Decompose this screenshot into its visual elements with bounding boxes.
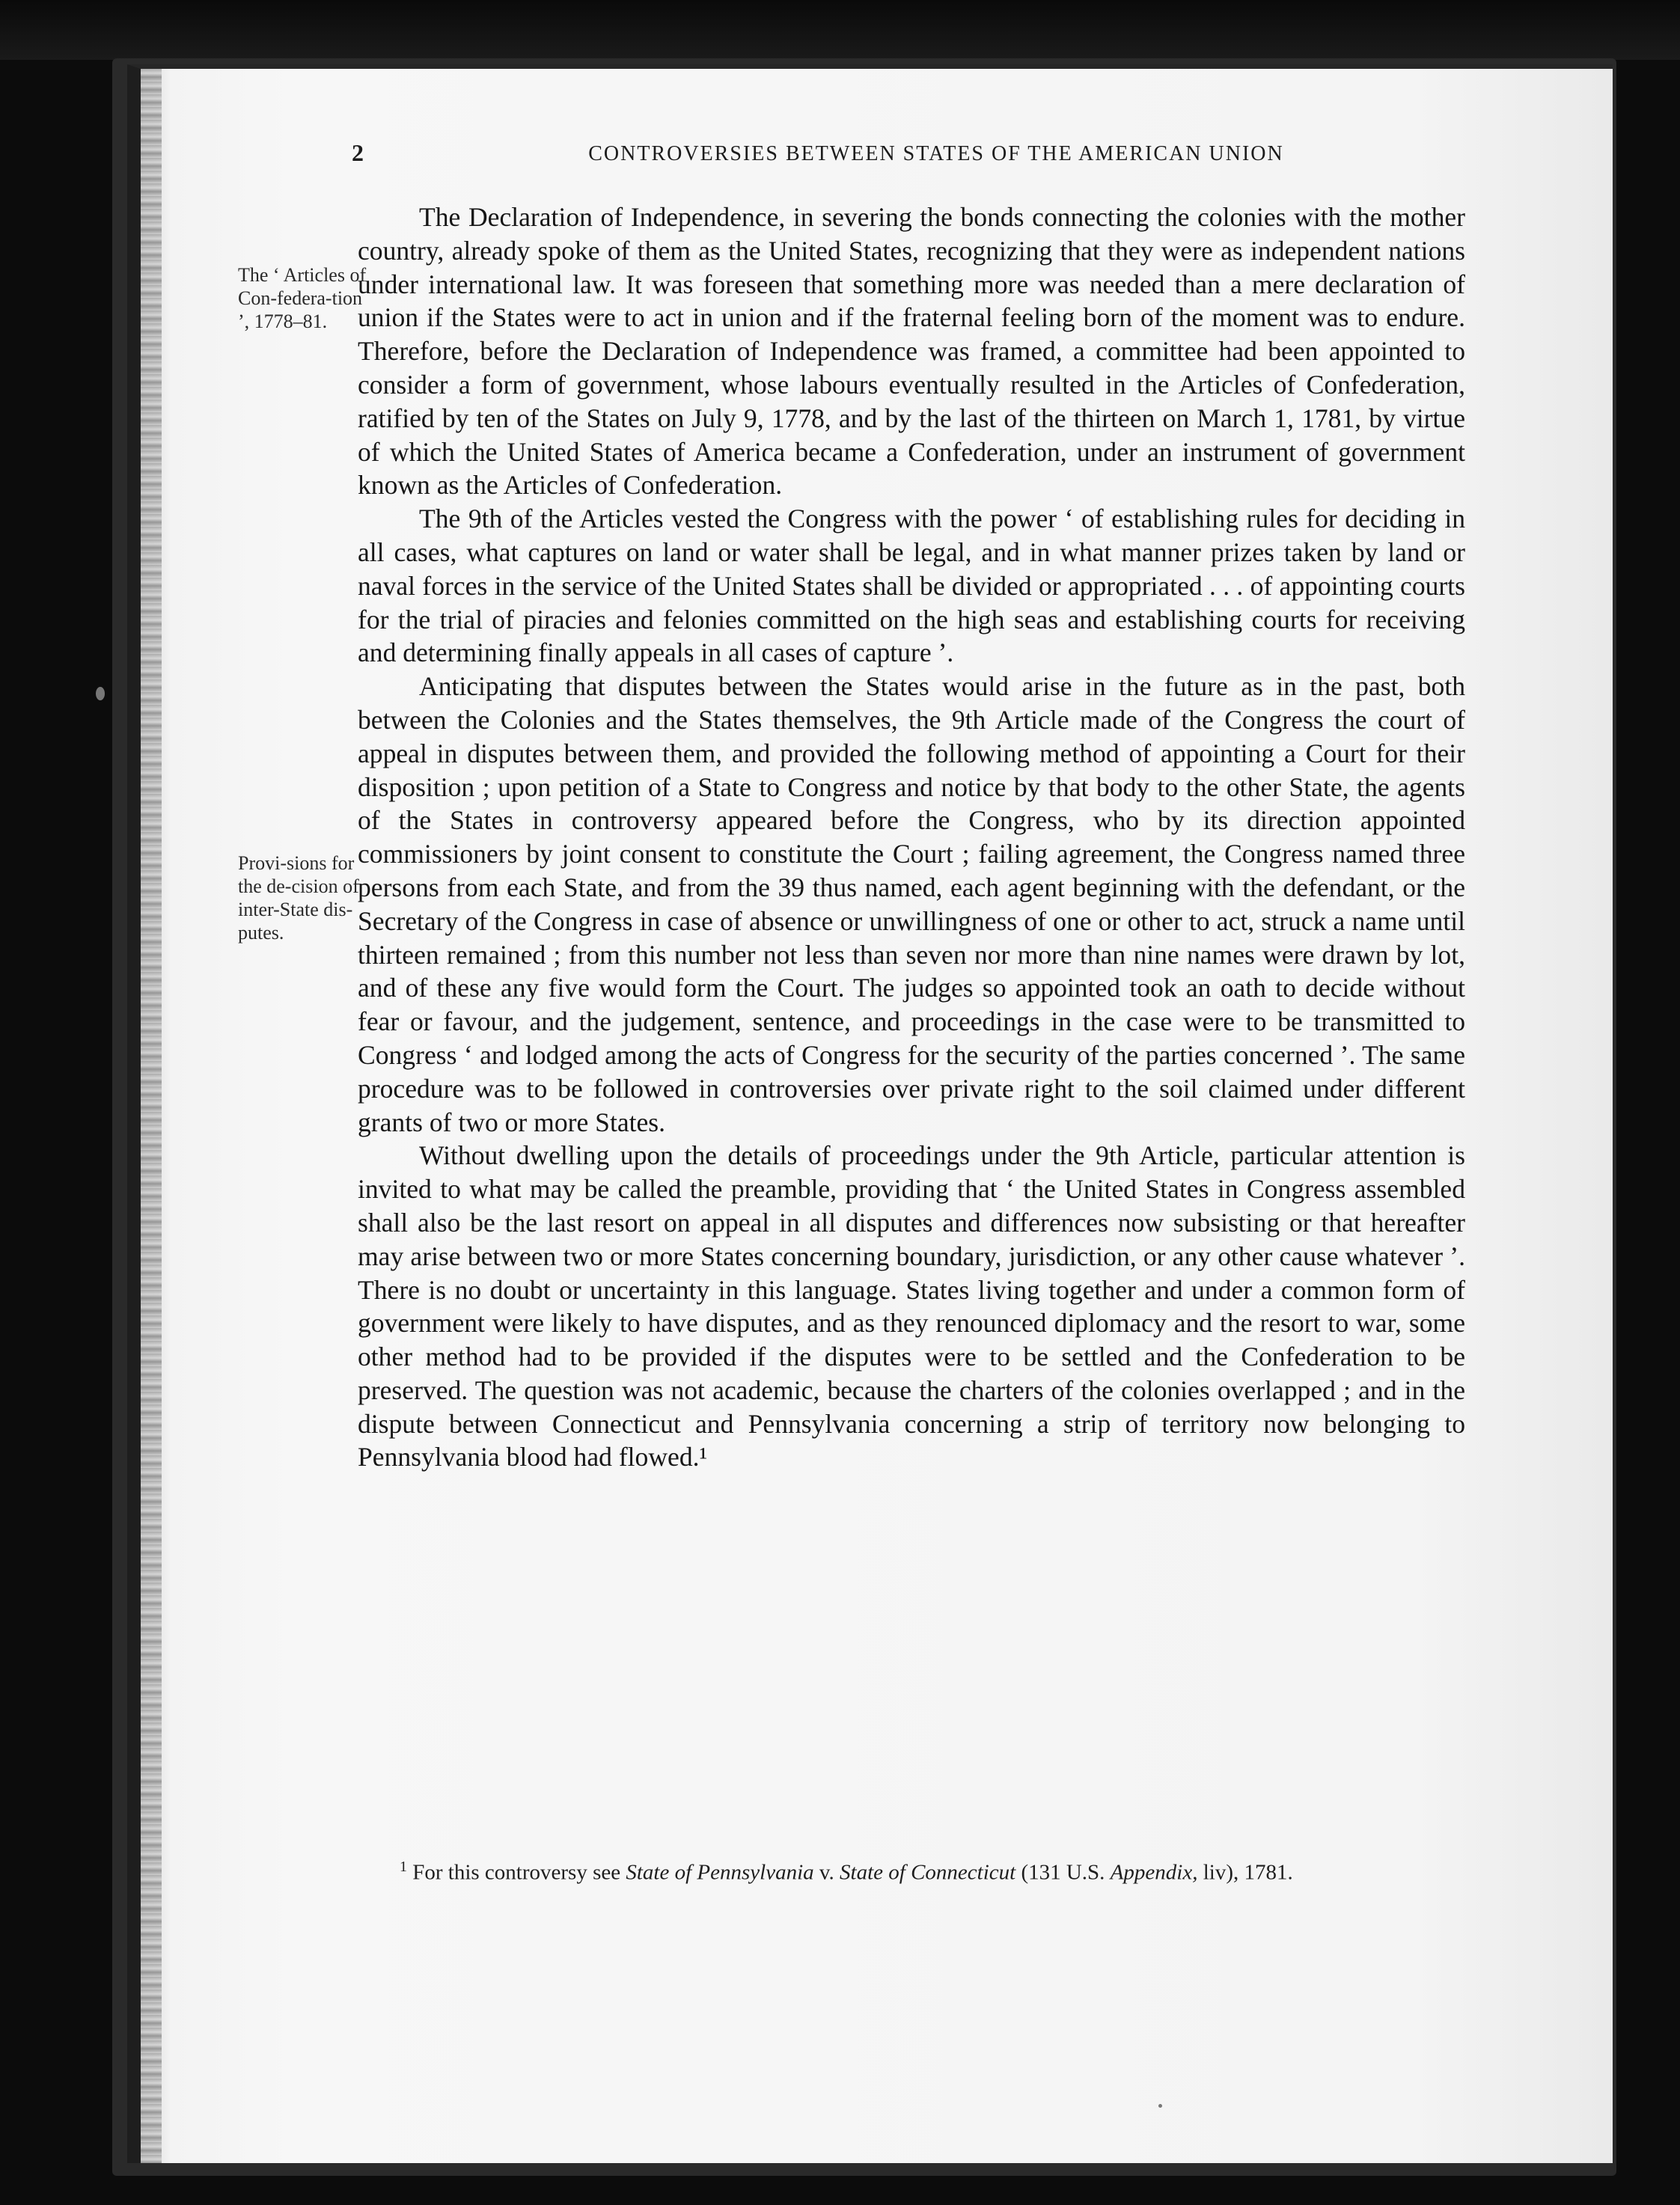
side-note-articles: The ‘ Articles of Con-federa-tion ’, 1778–81. [238, 264, 367, 332]
running-title: CONTROVERSIES BETWEEN STATES OF THE AMERICAN UNION [588, 142, 1284, 165]
paragraph-2 [358, 502, 1465, 670]
footnote-cite-open: (131 U.S. [1021, 1860, 1105, 1885]
paragraph-1-text: The Declaration of Independence, in severing the bonds connecting the colonies with the mother country, already spoke of them as the United States, recognizing that they were as independent nations under international law. It was foreseen that something more was needed than a mere declaration of union if the States were to act in union and if the fraternal feeling born of the moment was to endure. Therefore, before the Declaration of Independence was framed, a committee had been appointed to consider a form of government, whose labours eventually resulted in the Articles of Confederation, ratified by ten of the States on July 9, 1778, and by the last of the thirteen on March 1, 1781, by virtue of which the United States of America became a Confederation, under an instrument of government known as the Articles of Confederation. [358, 202, 1465, 501]
footnote-appendix: Appendix, [1110, 1860, 1198, 1885]
paragraph-3 [358, 670, 1465, 1139]
footnote-versus: v. [819, 1860, 834, 1885]
film-speck [1158, 2104, 1162, 2108]
footnote-cite-close: liv), 1781. [1203, 1860, 1293, 1885]
paragraph-2-text: The 9th of the Articles vested the Congress with the power ‘ of establishing rules for deciding in all cases, what captures on land or water shall be legal, and in what manner prizes taken by land or naval forces in the service of the United States shall be divided or appropriated . . . of appointing courts for the trial of piracies and felonies committed on the high seas and establishing courts for receiving and determining finally appeals in all cases of capture ’. [358, 504, 1465, 668]
footnote-lead: For this controversy see [412, 1860, 621, 1885]
film-speck [96, 687, 105, 700]
paragraph-1 [358, 201, 1465, 502]
footnote [358, 1854, 1465, 1886]
page-number: 2 [352, 139, 365, 166]
binding-edge [141, 69, 162, 2163]
paragraph-4-text: Without dwelling upon the details of proceedings under the 9th Article, particular attention is invited to what may be called the preamble, providing that ‘ the United States in Congress assembled shall also be the last resort on appeal in all disputes and differences now subsisting or that hereafter may arise between two or more States concerning boundary, jurisdiction, or any other cause whatever ’. There is no doubt or uncertainty in this language. States living together and under a common form of government were likely to have disputes, and as they renounced diplomacy and the resort to war, some other method had to be provided if the disputes were to be settled and the Confederation to be preserved. The question was not academic, because the charters of the colonies overlapped ; and in the dispute between Connecticut and Pennsylvania concerning a strip of territory now belonging to Pennsylvania blood had flowed.¹ [358, 1140, 1465, 1472]
body-text [358, 201, 1465, 1474]
paragraph-3-text: Anticipating that disputes between the States would arise in the future as in the past, both between the Colonies and the States themselves, the 9th Article made of the Congress the court of appeal in disputes between them, and provided the following method of appointing a Court for their disposition ; upon petition of a State to Congress and notice by that body to the other State, the agents of the States in controversy appeared before the Congress, who by its direction appointed commissioners by joint consent to constitute the Court ; failing agreement, the Congress named three persons from each State, and from the 39 thus named, each agent beginning with the defendant, or the Secretary of the Congress in case of absence or unwillingness of one or other to act, struck a name until thirteen remained ; from this number not less than seven nor more than nine names were drawn by lot, and of these any five would form the Court. The judges so appointed took an oath to decide without fear or favour, and the judgement, sentence, and proceedings in the case were to be transmitted to Congress ‘ and lodged among the acts of Congress for the security of the parties concerned ’. The same procedure was to be followed in controversies over private right to the soil claimed under different grants of two or more States. [358, 671, 1465, 1137]
film-border-top [0, 0, 1680, 60]
paragraph-4 [358, 1139, 1465, 1474]
footnote-mark: 1 [400, 1859, 407, 1875]
page-header [352, 139, 1459, 172]
footnote-case-b: State of Connecticut [840, 1860, 1016, 1885]
footnote-case-a: State of Pennsylvania [626, 1860, 814, 1885]
side-note-provisions: Provi-sions for the de-cision of inter-State dis-putes. [238, 852, 359, 944]
